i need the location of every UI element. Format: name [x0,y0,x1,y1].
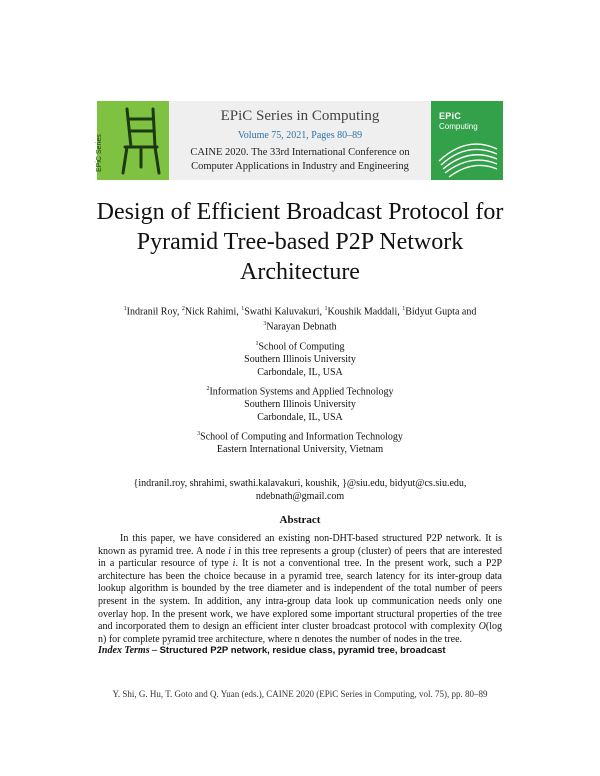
author-sup: 1 [402,306,406,312]
author-name: Nick Rahimi, [184,306,239,318]
title-line-3: Architecture [240,259,360,285]
conference-line-2: Computer Applications in Industry and Engineering [191,160,409,172]
author-name: Narayan Debnath [266,321,337,333]
index-terms-list: Structured P2P network, residue class, pyramid tree, broadcast [159,645,446,656]
affiliation-sup: 1 [255,341,259,347]
chair-icon [97,101,169,180]
affiliation-location: Carbondale, IL, USA [257,412,343,424]
abstract-text: in this tree represents a group (cluster) of peers that are interested in a particular resource of type [98,545,503,570]
waves-icon [431,101,503,180]
affiliation-3 [90,428,510,456]
affiliation-sup: 3 [197,431,201,437]
affiliation-2 [90,383,510,424]
series-header [97,101,503,180]
conference-line-1: CAINE 2020. The 33rd International Conference on [190,147,410,158]
author-sup: 1 [324,306,328,312]
index-terms-label: Index Terms – [98,645,158,656]
abstract-heading: Abstract [279,514,321,526]
affiliation-university: Southern Illinois University [244,354,356,366]
author-name: Indranil Roy, [126,306,180,318]
abstract-text: In this paper, we have considered an existing non-DHT-based structured P2P network. It is known as pyramid tree. A node [98,533,502,557]
conference-info [169,146,431,173]
abstract-text: (log n) for complete pyramid tree architecture, where n denotes the number of nodes in the tree. [98,621,502,645]
volume-link[interactable]: Volume 75, 2021, Pages 80–89 [237,130,363,141]
author-sup: 1 [123,306,127,312]
author-list [70,303,530,334]
affiliation-1 [90,338,510,379]
author-name: Bidyut Gupta and [405,306,477,318]
logo-right-line-2: Computing [439,122,478,131]
abstract-var: i [228,545,232,557]
paper-title [60,197,540,287]
affiliation-university: Eastern International University, Vietnam [216,444,384,456]
title-line-1: Design of Efficient Broadcast Protocol for [96,199,504,225]
affiliation-university: Southern Illinois University [244,399,356,411]
title-line-2: Pyramid Tree-based P2P Network [136,229,464,255]
email-line-1[interactable]: {indranil.roy, shrahimi, swathi.kalavakuri, koushik, }@siu.edu, bidyut@cs.siu.edu, [133,478,467,489]
affiliation-sup: 2 [206,386,210,392]
email-line-2[interactable]: ndebnath@gmail.com [255,491,345,502]
affiliation-dept: School of Computing [258,341,345,353]
author-name: Koushik Maddali, [327,306,400,318]
index-terms [98,645,518,656]
abstract-body [98,533,502,646]
epic-series-logo [97,101,169,180]
author-emails [90,477,510,503]
affiliation-dept: School of Computing and Information Technology [200,431,403,443]
author-sup: 1 [241,306,245,312]
logo-right-line-1: EPiC [439,111,462,121]
abstract-text: . It is not a conventional tree. In the present work, such a P2P architecture has been the choice because in a pyramid tree, search latency for its inter-group data lookup algorithm is bounded by the tree diameter and is independent of the total number of peers present in the system. In addition, any intra-group data look up communication needs only one overlay hop. In the present work, we have explored some important structural properties of the tree and incorporated them to design an efficient inter cluster broadcast protocol with complexity [98,558,503,633]
series-name: EPiC Series in Computing [220,108,380,124]
author-sup: 3 [263,321,267,328]
author-name: Swathi Kaluvakuri, [244,306,322,318]
epic-computing-logo [431,101,503,180]
affiliation-dept: Information Systems and Applied Technology [209,386,394,398]
affiliation-location: Carbondale, IL, USA [257,367,343,379]
logo-left-text: EPiC Series [96,134,103,172]
abstract-complexity: O [478,621,486,633]
page-footer: Y. Shi, G. Hu, T. Goto and Q. Yuan (eds.), CAINE 2020 (EPiC Series in Computing, vol. 75), pp. 80–89 [112,689,488,699]
abstract-var: i [232,558,236,570]
author-sup: 2 [181,306,185,312]
